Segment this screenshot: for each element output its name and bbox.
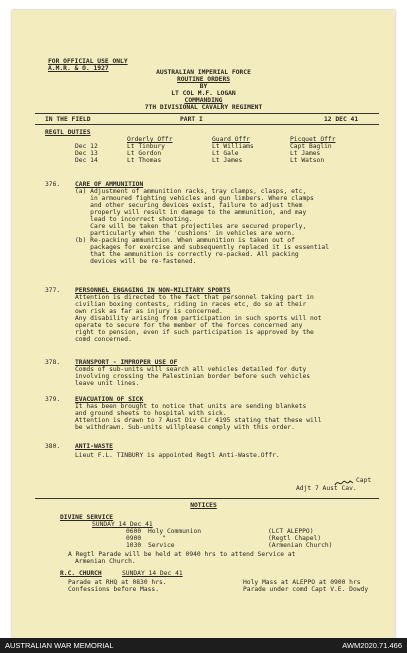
rc-left-line: Confessions before Mass. xyxy=(68,586,159,593)
order-line: comd concerned. xyxy=(75,336,132,343)
order-line: leave unit lines. xyxy=(75,380,140,387)
divine-service-date: SUNDAY 14 Dec 41 xyxy=(92,521,153,528)
archive-footer xyxy=(0,638,407,653)
duty-row-guard: Lt Gale xyxy=(212,150,239,157)
duty-row-picquet: Lt James xyxy=(290,150,321,157)
restriction-line-1: FOR OFFICIAL USE ONLY xyxy=(48,58,128,65)
service-name: " xyxy=(162,535,166,542)
title-line-1: AUSTRALIAN IMPERIAL FORCE xyxy=(156,69,251,76)
rc-right-line: Parade under comd Capt V.E. Dowdy xyxy=(243,586,369,593)
order-line: devices will be re-fastened. xyxy=(75,258,197,265)
order-number: 380. xyxy=(45,443,61,450)
duty-row-date: Dec 13 xyxy=(75,150,98,157)
order-line: Attention is directed to the fact that personnel taking part in xyxy=(75,294,314,301)
order-line: It has been brought to notice that units are sending blankets xyxy=(75,403,307,410)
order-line: (b) Re-packing ammunition. When ammunition is taken out of xyxy=(75,237,295,244)
duty-row-date: Dec 14 xyxy=(75,157,98,164)
order-number: 379. xyxy=(45,396,61,403)
order-number: 376. xyxy=(45,181,61,188)
restriction-line-2: A.M.R. & O. 1927 xyxy=(48,65,109,72)
archive-reference: AWM2020.71.466 xyxy=(342,641,402,650)
order-line: and other securing devices exist, failure to adjust them xyxy=(75,202,303,209)
order-line: Any disability arising from participation in such sports will not xyxy=(75,315,322,322)
order-title: ANTI-WASTE xyxy=(75,443,113,450)
order-title: CARE OF AMMUNITION xyxy=(75,181,144,188)
order-title: TRANSPORT - IMPROPER USE OF xyxy=(75,359,178,366)
order-line: right to pension, even if such participation is approved by the xyxy=(75,329,314,336)
title-line-5: COMMANDING xyxy=(184,97,223,104)
divider-notices xyxy=(35,498,379,499)
order-line: Attention is drawn to 7 Aust Div Cir 4195 stating that these will xyxy=(75,417,322,424)
title-line-6: 7TH DIVISIONAL CAVALRY REGIMENT xyxy=(144,104,263,111)
order-line: Care will be taken that projectiles are secured properly, xyxy=(75,223,307,230)
service-time: 1030 xyxy=(126,542,142,549)
rc-church-date: SUNDAY 14 Dec 41 xyxy=(122,570,183,577)
order-title: EVACUATION OF SICK xyxy=(75,396,144,403)
order-line: that the ammunition is correctly re-packed. All packing xyxy=(75,251,299,258)
signature-appointment: Adjt 7 Aust Cav. xyxy=(296,485,357,492)
order-line: own risk as far as injury is concerned. xyxy=(75,308,223,315)
divine-note-line: Armenian Church. xyxy=(75,558,136,565)
order-number: 378. xyxy=(45,359,61,366)
service-place: (Armenian Church) xyxy=(268,542,333,549)
order-line: be withdrawn. Sub-units willplease comply with this order. xyxy=(75,424,295,431)
location: IN THE FIELD xyxy=(45,116,91,123)
order-line: operate to secure for the member of the forces concerned any xyxy=(75,322,303,329)
order-line: in armoured fighting vehicles and gun limbers. Where clamps xyxy=(75,195,314,202)
duty-row-guard: Lt Williams xyxy=(212,143,254,150)
duties-col-guard: Guard Offr xyxy=(212,136,250,143)
order-line: Lieut F.L. TINBURY is appointed Regtl Anti-Waste.Offr. xyxy=(75,452,280,459)
notices-heading: NOTICES xyxy=(190,502,217,509)
duties-col-picquet: Picquet Offr xyxy=(290,136,336,143)
archive-name: AUSTRALIAN WAR MEMORIAL xyxy=(5,641,114,650)
order-line: particularly when the 'cushions' in vehicles are worn. xyxy=(75,230,295,237)
order-number: 377. xyxy=(45,287,61,294)
order-line: civilian boxing contests, riding in races etc, do so at their xyxy=(75,301,307,308)
service-place: (LCT ALEPPO) xyxy=(268,528,314,535)
duties-col-orderly: Orderly Offr xyxy=(127,136,173,143)
rc-left-line: Parade at RHQ at 0830 hrs. xyxy=(68,579,167,586)
title-line-4: LT COL M.F. LOGAN xyxy=(171,90,236,97)
order-line: (a) Adjustment of ammunition racks, tray clamps, clasps, etc, xyxy=(75,188,307,195)
divider-part xyxy=(35,124,379,125)
title-line-3: BY xyxy=(199,83,208,90)
order-title: PERSONNEL ENGAGING IN NON-MILITARY SPORTS xyxy=(75,287,231,294)
order-line: lead to incorrect shooting. xyxy=(75,216,193,223)
duty-row-picquet: Capt Baglin xyxy=(290,143,332,150)
part-label: PART I xyxy=(180,116,203,123)
service-place: (Regtl Chapel) xyxy=(268,535,322,542)
order-line: involving crossing the Palestinian border before such vehicles xyxy=(75,373,311,380)
service-time: 0900 xyxy=(126,535,142,542)
duties-heading: REGTL DUTIES xyxy=(45,129,91,136)
order-line: and ground sheets to hospital with sick. xyxy=(75,410,227,417)
order-line: packages for exercise and subsequently replaced it is essential xyxy=(75,244,330,251)
service-time: 0600 xyxy=(126,528,142,535)
title-line-2: ROUTINE ORDERS xyxy=(176,76,231,83)
rc-church-heading: R.C. CHURCH xyxy=(60,570,102,577)
order-date: 12 DEC 41 xyxy=(324,116,359,123)
document-page xyxy=(12,10,395,638)
divider-top xyxy=(35,113,379,114)
service-name: Service xyxy=(148,542,175,549)
divine-service-heading: DIVINE SERVICE xyxy=(60,514,114,521)
divine-note-line: A Regtl Parade will be held at 0940 hrs to attend Service at xyxy=(68,551,296,558)
duty-row-orderly: Lt Tinbury xyxy=(127,143,165,150)
duty-row-date: Dec 12 xyxy=(75,143,98,150)
duty-row-orderly: Lt Gordon xyxy=(127,150,162,157)
signature-rank: Capt xyxy=(356,477,372,484)
duty-row-guard: Lt James xyxy=(212,157,243,164)
duty-row-orderly: Lt Thomas xyxy=(127,157,162,164)
rc-right-line: Holy Mass at ALEPPO at 0900 hrs xyxy=(243,579,361,586)
duty-row-picquet: Lt Watson xyxy=(290,157,325,164)
order-line: properly will result in damage to the ammunition, and may xyxy=(75,209,307,216)
service-name: Holy Communion xyxy=(148,528,202,535)
order-line: Comds of sub-units will search all vehicles detailed for duty xyxy=(75,366,307,373)
